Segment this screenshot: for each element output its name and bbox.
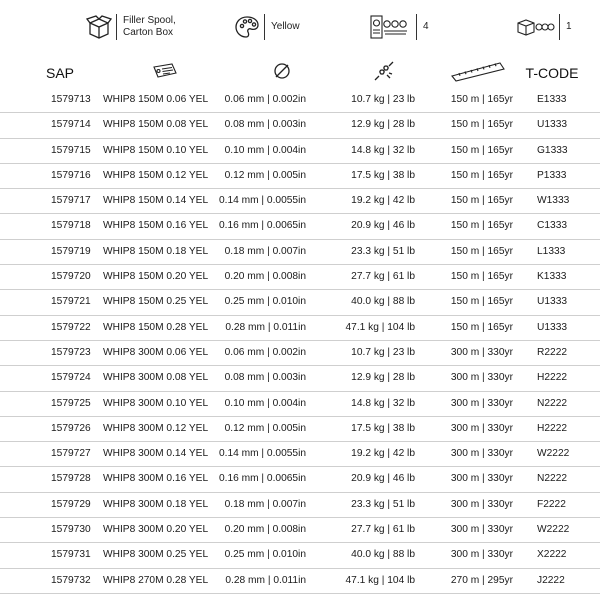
tcode-header <box>522 58 582 88</box>
product-description: WHIP8 270M 0.28 YEL <box>103 574 209 586</box>
table-row <box>0 189 600 214</box>
breaking-strength-value: 10.7 kg | 23 lb <box>351 346 415 358</box>
length-value: 270 m | 295yr <box>450 574 513 586</box>
t-code-value: P1333 <box>537 169 567 181</box>
sap-number: 1579726 <box>51 422 91 434</box>
table-row <box>0 366 600 391</box>
product-description: WHIP8 150M 0.12 YEL <box>103 169 209 181</box>
product-description: WHIP8 150M 0.10 YEL <box>103 144 209 156</box>
per-pack-block <box>370 14 429 40</box>
t-code-value: W1333 <box>537 195 570 207</box>
table-row <box>0 164 600 189</box>
product-description: WHIP8 150M 0.18 YEL <box>103 245 209 257</box>
sap-number: 1579719 <box>51 245 91 257</box>
t-code-value: R2222 <box>537 346 568 358</box>
diameter-value: 0.06 mm | 0.002in <box>224 94 306 105</box>
divider <box>116 14 117 40</box>
product-description: WHIP8 300M 0.08 YEL <box>103 372 209 384</box>
packaging-label <box>123 15 176 39</box>
sap-number: 1579718 <box>51 220 91 232</box>
table-row <box>0 392 600 417</box>
sap-number: 1579731 <box>51 549 91 561</box>
table-row <box>0 341 600 366</box>
t-code-value: F2222 <box>537 498 566 510</box>
spec-table-body <box>0 88 600 594</box>
sap-header-label: SAP <box>46 65 75 81</box>
table-row <box>0 290 600 315</box>
table-row <box>0 493 600 518</box>
packaging-info-bar <box>0 0 600 60</box>
product-description: WHIP8 300M 0.06 YEL <box>103 346 209 358</box>
product-description: WHIP8 300M 0.10 YEL <box>103 397 209 409</box>
sap-number: 1579727 <box>51 448 91 460</box>
product-description: WHIP8 300M 0.20 YEL <box>103 524 209 536</box>
sap-number: 1579725 <box>51 397 91 409</box>
diameter-value: 0.10 mm | 0.004in <box>224 144 306 156</box>
diameter-value: 0.08 mm | 0.003in <box>224 119 306 131</box>
packaging-line-1: Filler Spool, <box>123 15 176 26</box>
product-description: WHIP8 150M 0.14 YEL <box>103 195 209 207</box>
display-card-icon <box>370 14 412 40</box>
length-value: 300 m | 330yr <box>450 524 513 536</box>
length-ruler-icon <box>450 60 506 87</box>
sap-number: 1579721 <box>51 296 91 308</box>
breaking-strength-value: 40.0 kg | 88 lb <box>351 296 415 308</box>
sap-number: 1579713 <box>51 94 91 105</box>
diameter-value: 0.16 mm | 0.0065in <box>218 220 306 232</box>
product-tag-icon <box>152 63 178 84</box>
sap-number: 1579728 <box>51 473 91 485</box>
product-description: WHIP8 300M 0.14 YEL <box>103 448 209 460</box>
product-description: WHIP8 300M 0.25 YEL <box>103 549 209 561</box>
sap-number: 1579714 <box>51 119 91 131</box>
per-carton-count: 1 <box>566 21 572 32</box>
sap-number: 1579715 <box>51 144 91 156</box>
t-code-value: W2222 <box>537 448 570 460</box>
sap-number: 1579730 <box>51 524 91 536</box>
breaking-strength-value: 17.5 kg | 38 lb <box>351 422 415 434</box>
table-row <box>0 139 600 164</box>
breaking-strength-value: 47.1 kg | 104 lb <box>345 321 415 333</box>
product-description: WHIP8 150M 0.25 YEL <box>103 296 209 308</box>
length-value: 300 m | 330yr <box>450 549 513 561</box>
length-value: 300 m | 330yr <box>450 372 513 384</box>
diameter-value: 0.12 mm | 0.005in <box>224 422 306 434</box>
diameter-value: 0.28 mm | 0.011in <box>225 321 306 333</box>
sap-number: 1579723 <box>51 346 91 358</box>
table-row <box>0 88 600 113</box>
sap-number: 1579720 <box>51 271 91 283</box>
length-value: 150 m | 165yr <box>450 195 513 207</box>
t-code-value: U1333 <box>537 119 568 131</box>
table-row <box>0 214 600 239</box>
diameter-icon <box>272 61 292 86</box>
sap-number: 1579724 <box>51 372 91 384</box>
palette-icon <box>234 15 260 39</box>
table-row <box>0 316 600 341</box>
breaking-strength-value: 19.2 kg | 42 lb <box>351 195 415 207</box>
length-value: 300 m | 330yr <box>450 397 513 409</box>
t-code-value: N2222 <box>537 473 568 485</box>
diameter-header <box>262 58 302 88</box>
length-value: 150 m | 165yr <box>450 271 513 283</box>
length-value: 150 m | 165yr <box>450 245 513 257</box>
table-header <box>0 58 600 88</box>
table-row <box>0 113 600 138</box>
diameter-value: 0.14 mm | 0.0055in <box>218 195 306 207</box>
per-pack-count: 4 <box>423 21 429 32</box>
diameter-value: 0.18 mm | 0.007in <box>224 498 306 510</box>
table-row <box>0 417 600 442</box>
length-value: 300 m | 330yr <box>450 498 513 510</box>
diameter-value: 0.10 mm | 0.004in <box>224 397 306 409</box>
length-value: 150 m | 165yr <box>450 119 513 131</box>
product-description: WHIP8 300M 0.12 YEL <box>103 422 209 434</box>
t-code-value: U1333 <box>537 321 568 333</box>
t-code-value: H2222 <box>537 422 568 434</box>
breaking-strength-value: 40.0 kg | 88 lb <box>351 549 415 561</box>
diameter-value: 0.08 mm | 0.003in <box>224 372 306 384</box>
diameter-value: 0.28 mm | 0.011in <box>225 574 306 586</box>
breaking-strength-header <box>364 58 404 88</box>
divider <box>559 14 560 40</box>
breaking-strength-value: 27.7 kg | 61 lb <box>351 524 415 536</box>
packaging-block <box>86 14 176 40</box>
length-value: 300 m | 330yr <box>450 473 513 485</box>
breaking-strength-value: 47.1 kg | 104 lb <box>345 574 415 586</box>
breaking-strength-value: 23.3 kg | 51 lb <box>351 498 415 510</box>
breaking-strength-value: 20.9 kg | 46 lb <box>351 220 415 232</box>
t-code-value: W2222 <box>537 524 570 536</box>
length-value: 150 m | 165yr <box>450 94 513 105</box>
tcode-header-label: T-CODE <box>525 65 579 81</box>
diameter-value: 0.14 mm | 0.0055in <box>218 448 306 460</box>
box-icon <box>86 14 112 40</box>
length-value: 150 m | 165yr <box>450 220 513 232</box>
product-description: WHIP8 300M 0.18 YEL <box>103 498 209 510</box>
diameter-value: 0.12 mm | 0.005in <box>224 169 306 181</box>
product-description: WHIP8 300M 0.16 YEL <box>103 473 209 485</box>
t-code-value: X2222 <box>537 549 567 561</box>
diameter-value: 0.20 mm | 0.008in <box>224 524 306 536</box>
divider <box>264 14 265 40</box>
breaking-strength-value: 23.3 kg | 51 lb <box>351 245 415 257</box>
diameter-value: 0.25 mm | 0.010in <box>224 549 306 561</box>
sap-number: 1579717 <box>51 195 91 207</box>
t-code-value: E1333 <box>537 94 567 105</box>
sap-header <box>46 58 96 88</box>
breaking-strength-value: 27.7 kg | 61 lb <box>351 271 415 283</box>
breaking-strength-value: 14.8 kg | 32 lb <box>351 397 415 409</box>
table-row <box>0 265 600 290</box>
diameter-value: 0.25 mm | 0.010in <box>224 296 306 308</box>
t-code-value: C1333 <box>537 220 568 232</box>
t-code-value: N2222 <box>537 397 568 409</box>
length-value: 150 m | 165yr <box>450 144 513 156</box>
breaking-strength-value: 10.7 kg | 23 lb <box>351 94 415 105</box>
length-value: 300 m | 330yr <box>450 346 513 358</box>
length-header <box>448 58 508 88</box>
product-description: WHIP8 150M 0.06 YEL <box>103 94 209 105</box>
diameter-value: 0.18 mm | 0.007in <box>224 245 306 257</box>
table-row <box>0 518 600 543</box>
breaking-strength-value: 20.9 kg | 46 lb <box>351 473 415 485</box>
product-description: WHIP8 150M 0.08 YEL <box>103 119 209 131</box>
breaking-strength-value: 12.9 kg | 28 lb <box>351 372 415 384</box>
length-value: 150 m | 165yr <box>450 321 513 333</box>
table-row <box>0 543 600 568</box>
table-row <box>0 569 600 594</box>
table-row <box>0 442 600 467</box>
sap-number: 1579716 <box>51 169 91 181</box>
sap-number: 1579732 <box>51 574 91 586</box>
per-carton-block <box>515 14 572 40</box>
length-value: 150 m | 165yr <box>450 296 513 308</box>
sap-number: 1579729 <box>51 498 91 510</box>
breaking-strength-value: 19.2 kg | 42 lb <box>351 448 415 460</box>
t-code-value: H2222 <box>537 372 568 384</box>
breaking-strength-icon <box>372 59 396 88</box>
product-description: WHIP8 150M 0.28 YEL <box>103 321 209 333</box>
product-header <box>140 58 190 88</box>
color-block <box>234 14 300 40</box>
t-code-value: G1333 <box>537 144 568 156</box>
diameter-value: 0.20 mm | 0.008in <box>224 271 306 283</box>
color-label: Yellow <box>271 21 300 32</box>
product-description: WHIP8 150M 0.16 YEL <box>103 220 209 232</box>
breaking-strength-value: 12.9 kg | 28 lb <box>351 119 415 131</box>
divider <box>416 14 417 40</box>
length-value: 300 m | 330yr <box>450 422 513 434</box>
length-value: 300 m | 330yr <box>450 448 513 460</box>
t-code-value: K1333 <box>537 271 567 283</box>
t-code-value: U1333 <box>537 296 568 308</box>
carton-icon <box>515 15 555 39</box>
length-value: 150 m | 165yr <box>450 169 513 181</box>
t-code-value: J2222 <box>537 574 565 586</box>
breaking-strength-value: 14.8 kg | 32 lb <box>351 144 415 156</box>
packaging-line-2: Carton Box <box>123 27 174 38</box>
diameter-value: 0.06 mm | 0.002in <box>224 346 306 358</box>
sap-number: 1579722 <box>51 321 91 333</box>
diameter-value: 0.16 mm | 0.0065in <box>218 473 306 485</box>
breaking-strength-value: 17.5 kg | 38 lb <box>351 169 415 181</box>
product-description: WHIP8 150M 0.20 YEL <box>103 271 209 283</box>
t-code-value: L1333 <box>537 245 566 257</box>
table-row <box>0 240 600 265</box>
table-row <box>0 467 600 492</box>
